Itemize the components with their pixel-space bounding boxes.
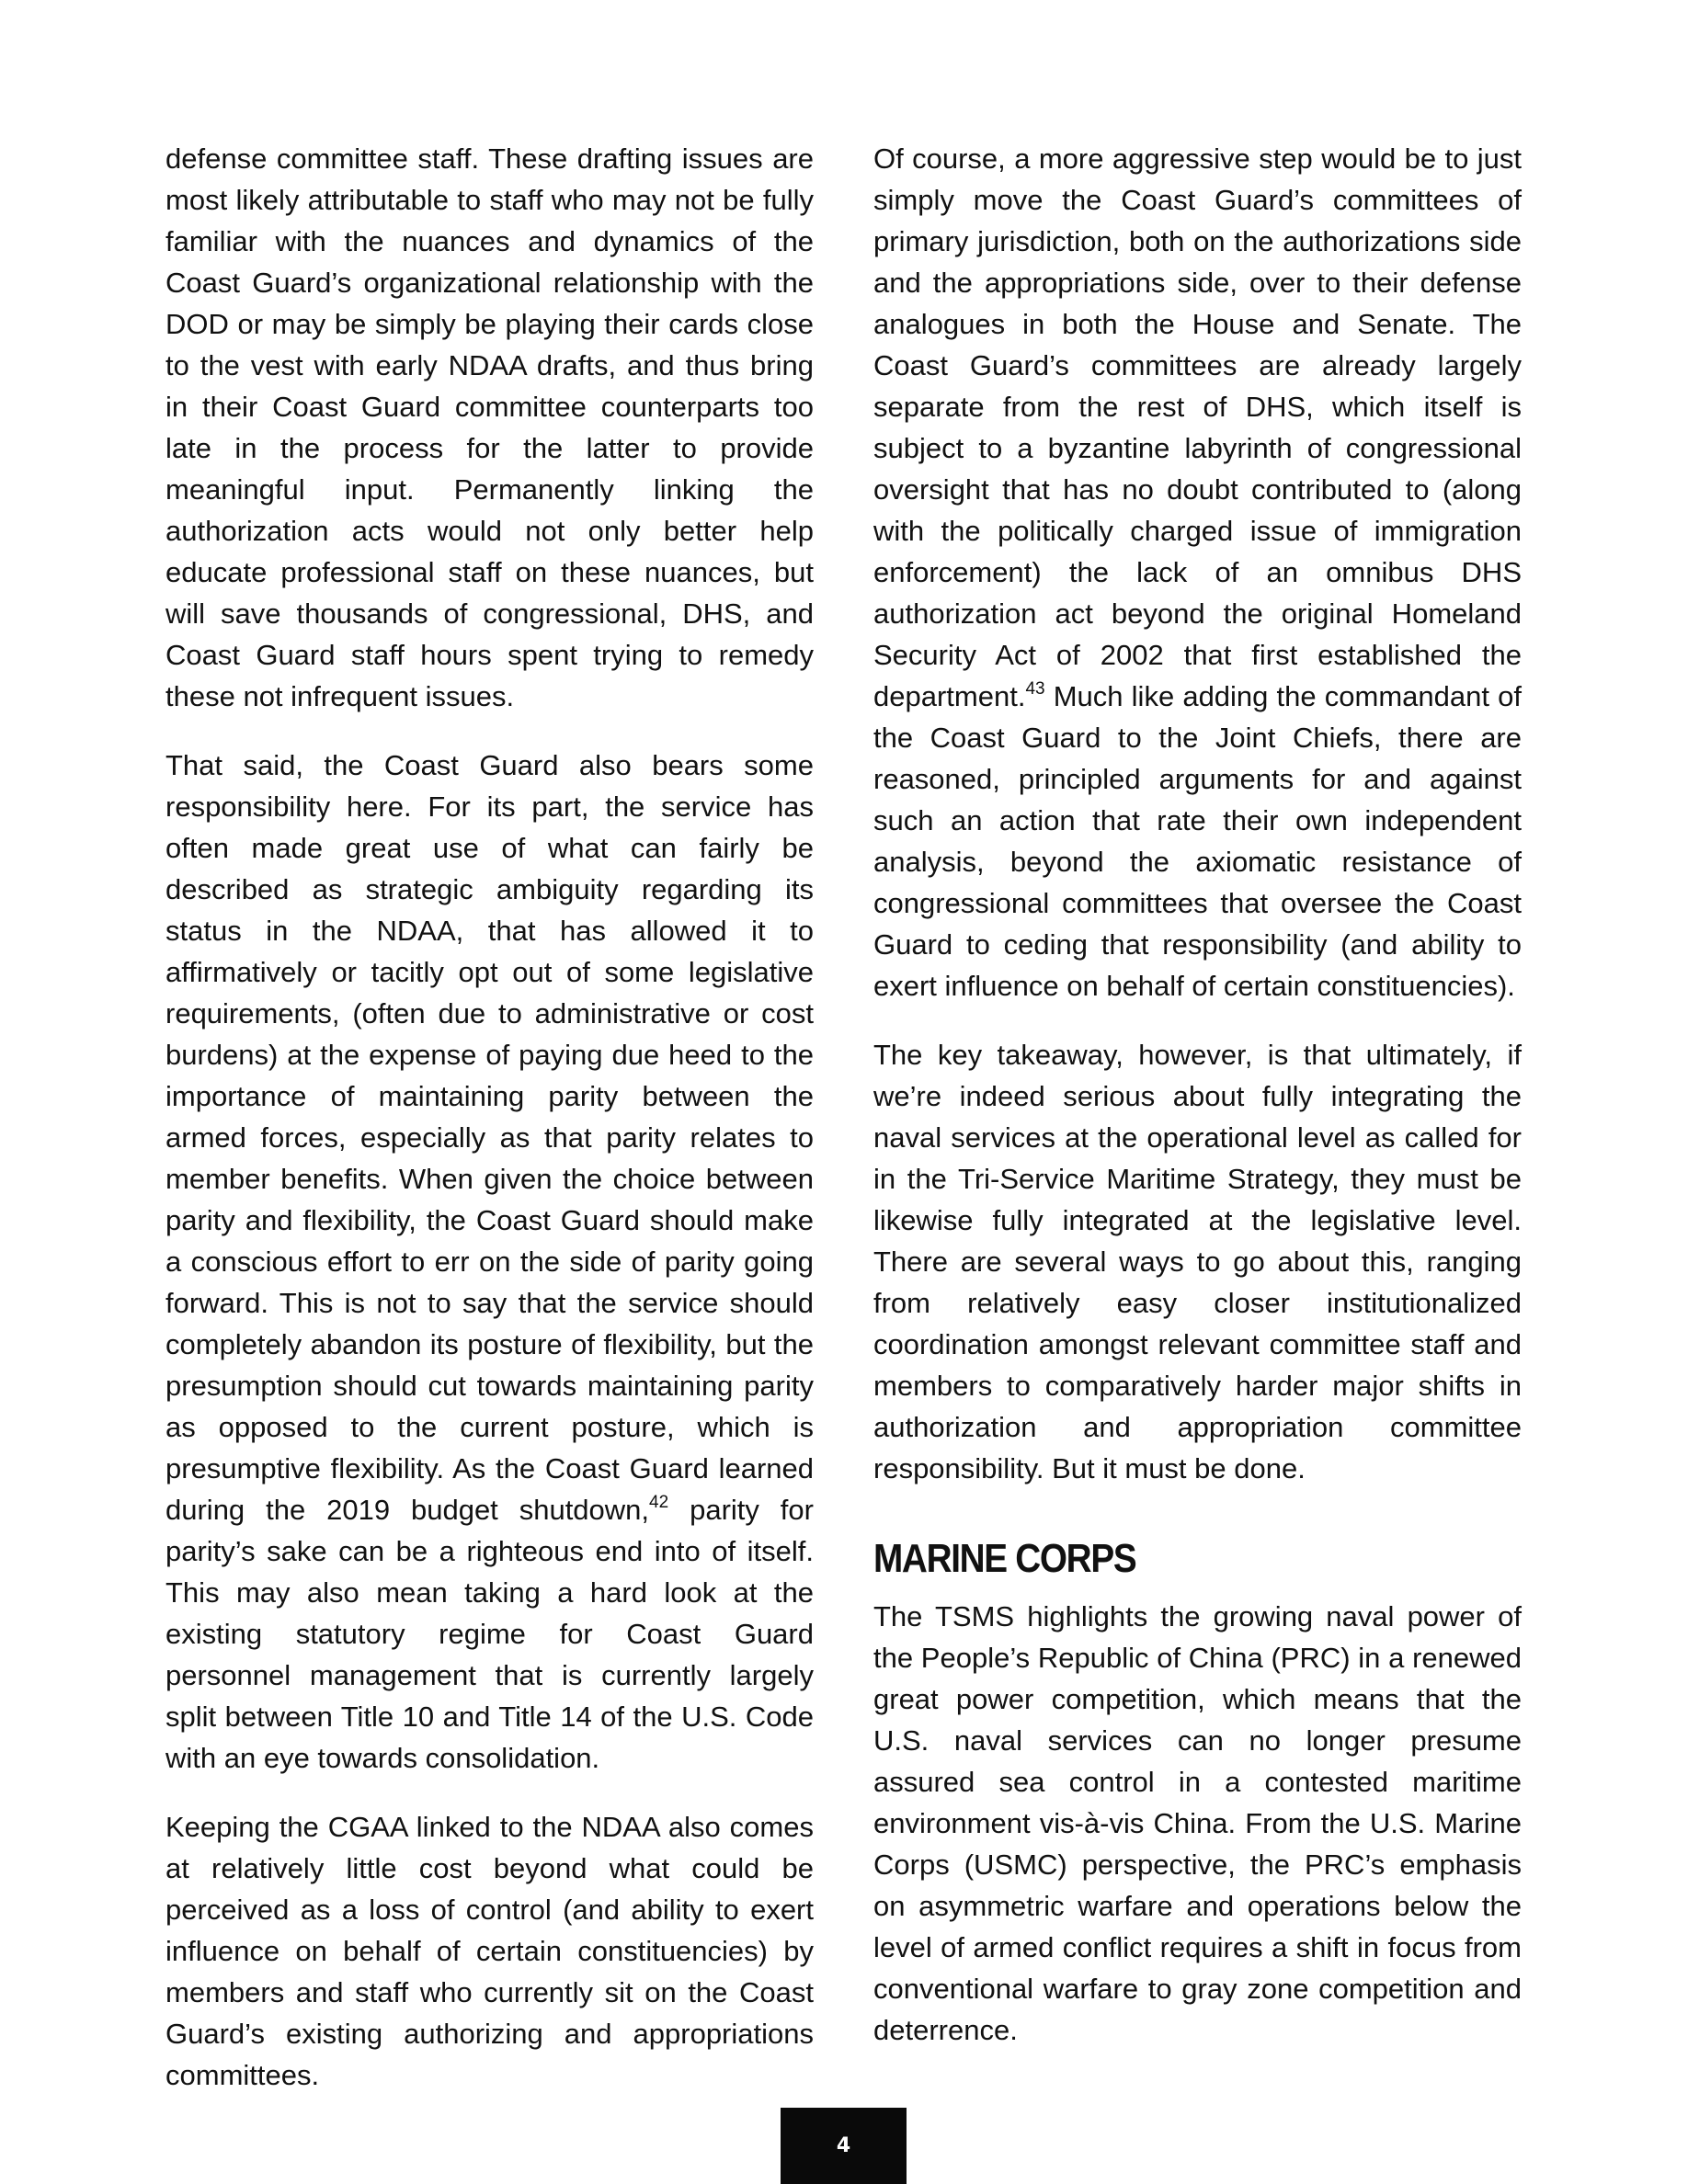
page-number-text: 4 (836, 2134, 851, 2157)
right-column (873, 138, 1522, 2078)
body-paragraph: defense committee staff. These drafting issues are most likely attributable to staff who may not be fully familiar with the nuances and dynamics of the Coast Guard’s organizational relationship with the DOD or may be simply be playing their cards close to the vest with early NDAA drafts, and thus bring in their Coast Guard committee counterparts too late in the process for the latter to provide meaningful input. Permanently linking the authorization acts would not only better help educate professional staff on these nuances, but will save thousands of congressional, DHS, and Coast Guard staff hours spent trying to remedy these not infrequent issues. (165, 142, 814, 712)
body-paragraph: The key takeaway, however, is that ultimately, if we’re indeed serious about fully integrating the naval services at the operational level as called for in the Tri-Service Maritime Strategy, they must be likewise fully integrated at the legislative level. There are several ways to go about this, ranging from relatively easy closer institutionalized coordination amongst relevant committee staff and members to comparatively harder major shifts in authorization and appropriation committee responsibility. But it must be done. (873, 1039, 1522, 1484)
paragraph-text: parity for parity’s sake can be a righteous end into of itself. This may also mean taking a hard look at the existing statutory regime for Coast Guard personnel management that is currently largely split between Title 10 and Title 14 of the U.S. Code with an eye towards consolidation. (165, 1494, 814, 1774)
body-paragraph (165, 745, 814, 1779)
footnote-reference[interactable]: 42 (649, 1492, 669, 1512)
page-number (781, 2108, 907, 2184)
paragraph-text: Of course, a more aggressive step would be to just simply move the Coast Guard’s committees of primary jurisdiction, both on the authorizations side and the appropriations side, over to their defense analogues in both the House and Senate. The Coast Guard’s committees are already largely separate from the rest of DHS, which itself is subject to a byzantine labyrinth of congressional oversight that has no doubt contributed to (along with the politically charged issue of immigration enforcement) the lack of an omnibus DHS authorization act beyond the original Homeland Security Act of 2002 that first established the department. (873, 142, 1522, 712)
body-paragraph: Keeping the CGAA linked to the NDAA also comes at relatively little cost beyond what could be perceived as a loss of control (and ability to exert influence on behalf of certain constituencies) by members and staff who currently sit on the Coast Guard’s existing authorizing and appropriations committees. (165, 1811, 814, 2091)
left-column (165, 138, 814, 2123)
paragraph-text: Much like adding the commandant of the Coast Guard to the Joint Chiefs, there are reasoned, principled arguments for and against such an action that rate their own independent analysis, beyond the axiomatic resistance of congressional committees that oversee the Coast Guard to ceding that responsibility (and ability to exert influence on behalf of certain constituencies). (873, 680, 1522, 1002)
body-paragraph (873, 138, 1522, 1007)
section-heading: MARINE CORPS (873, 1536, 1136, 1581)
body-paragraph: The TSMS highlights the growing naval power of the People’s Republic of China (PRC) in a renewed great power competition, which means that the U.S. naval services can no longer presume assured sea control in a contested maritime environment vis-à-vis China. From the U.S. Marine Corps (USMC) perspective, the PRC’s emphasis on asymmetric warfare and operations below the level of armed conflict requires a shift in focus from conventional warfare to gray zone competition and deterrence. (873, 1600, 1522, 2046)
footnote-reference[interactable]: 43 (1025, 678, 1045, 699)
paragraph-text: That said, the Coast Guard also bears some responsibility here. For its part, the service has often made great use of what can fairly be described as strategic ambiguity regarding its status in the NDAA, that has allowed it to affirmatively or tacitly opt out of some legislative requirements, (often due to administrative or cost burdens) at the expense of paying due heed to the importance of maintaining parity between the armed forces, especially as that parity relates to member benefits. When given the choice between parity and flexibility, the Coast Guard should make a conscious effort to err on the side of parity going forward. This is not to say that the service should completely abandon its posture of flexibility, but the presumption should cut towards maintaining parity as opposed to the current posture, which is presumptive flexibility. As the Coast Guard learned during the 2019 budget shutdown, (165, 749, 814, 1526)
